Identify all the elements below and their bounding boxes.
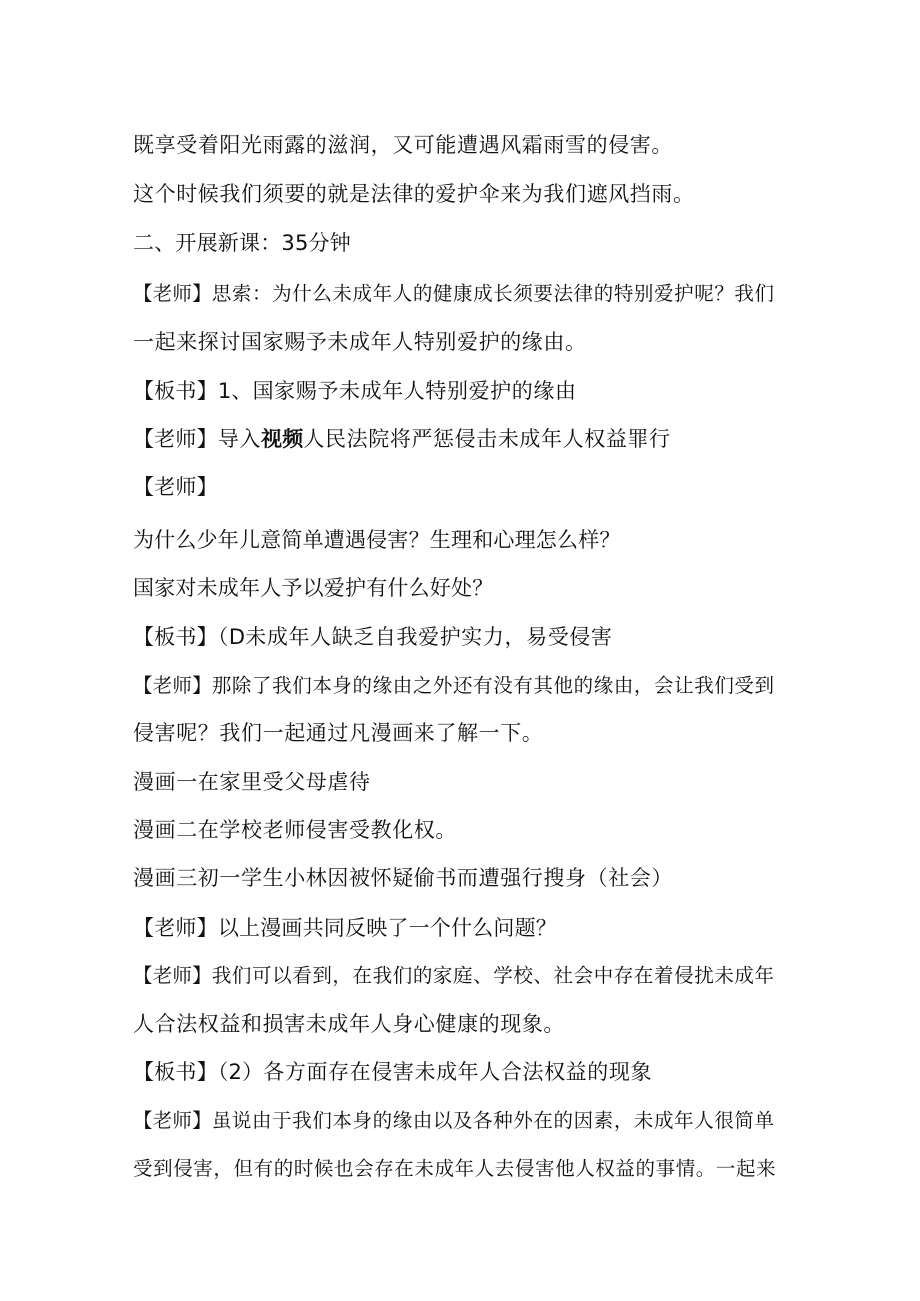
line-text: 这个时候我们须要的就是法律的爱护伞来为我们遮风挡雨。 <box>133 182 695 206</box>
role-label: 【老师】 <box>133 964 212 987</box>
teacher-line-1 <box>133 280 780 308</box>
line-text-b: 视频 <box>261 427 304 451</box>
board-line-1 <box>133 377 780 405</box>
board-line-3 <box>133 1058 780 1086</box>
line-text: 思索：为什么未成年人的健康成长须要法律的特别爱护呢？我们 <box>211 282 775 305</box>
line-text: 侵害呢？我们一起通过凡漫画来了解一下。 <box>133 721 544 745</box>
paragraph-line-22 <box>133 1155 780 1183</box>
line-text: 一起来探讨国家赐予未成年人特别爱护的缘由。 <box>133 330 587 354</box>
role-label: 【板书】 <box>133 625 218 649</box>
line-text: 国家赐予未成年人特别爱护的缘由 <box>252 379 577 403</box>
role-label: 【老师】 <box>133 674 212 697</box>
line-text: 受到侵害，但有的时候也会存在未成年人去侵害他人权益的事情。一起来 <box>133 1157 777 1180</box>
paragraph-line-5 <box>133 328 780 356</box>
heading-text: 二、开展新课：35分钟 <box>133 231 351 255</box>
line-text: 漫画二在学校老师侵害受教化权。 <box>133 818 457 842</box>
line-text: 既享受着阳光雨露的滋润，又可能遭遇风霜雨雪的侵害。 <box>133 133 673 157</box>
item-number: 1、 <box>217 379 253 403</box>
question-line-1 <box>133 526 780 554</box>
line-text: 各方面存在侵害未成年人合法权益的现象 <box>263 1060 653 1084</box>
item-number: D <box>228 625 246 649</box>
line-text: 虽说由于我们本身的缘由以及各种外在的因素，未成年人很简单 <box>211 1109 775 1132</box>
line-text-c: 人民法院将严惩侵击未成年人权益罪行 <box>303 427 671 451</box>
paragraph-line-2 <box>133 180 780 208</box>
comic-line-1 <box>133 768 780 796</box>
teacher-line-2 <box>133 425 780 453</box>
role-label: 【老师】 <box>133 427 218 451</box>
line-text: 国家对未成年人予以爱护有什么好处？ <box>133 576 494 600</box>
role-label: 【板书】 <box>133 379 218 403</box>
teacher-line-6 <box>133 962 780 990</box>
teacher-line-5 <box>133 914 780 942</box>
role-label: 【老师】 <box>133 475 218 499</box>
teacher-line-7 <box>133 1107 780 1135</box>
comic-line-3 <box>133 864 780 892</box>
comic-line-2 <box>133 816 780 844</box>
role-label: 【老师】 <box>133 282 212 305</box>
question-line-2 <box>133 574 780 602</box>
item-number: （2） <box>217 1060 264 1084</box>
line-text: 为什么少年儿意简单遭遇侵害？生理和心理怎么样？ <box>133 528 621 552</box>
line-text: 那除了我们本身的缘由之外还有没有其他的缘由，会让我们受到 <box>211 674 775 697</box>
teacher-line-4 <box>133 672 780 700</box>
role-label: 【板书】 <box>133 1060 218 1084</box>
line-text-b: 未成年人缺乏自我爱护实力，易受侵害 <box>245 625 613 649</box>
paragraph-line-1 <box>133 131 780 159</box>
section-heading <box>133 229 780 257</box>
line-text: 漫画三初一学生小林因被怀疑偷书而遭强行搜身（社会） <box>133 866 673 890</box>
line-text: 以上漫画共同反映了一个什么问题？ <box>217 916 558 940</box>
line-text: 漫画一在家里受父母虐待 <box>133 770 371 794</box>
teacher-line-3 <box>133 473 780 501</box>
role-label: 【老师】 <box>133 916 218 940</box>
board-line-2 <box>133 623 780 651</box>
line-text-a: （ <box>217 625 229 649</box>
paragraph-line-13 <box>133 719 780 747</box>
paragraph-line-19 <box>133 1010 780 1038</box>
line-text: 人合法权益和损害未成年人身心健康的现象。 <box>133 1012 565 1036</box>
line-text-a: 导入 <box>217 427 262 451</box>
line-text: 我们可以看到，在我们的家庭、学校、社会中存在着侵扰未成年 <box>211 964 775 987</box>
role-label: 【老师】 <box>133 1109 212 1132</box>
